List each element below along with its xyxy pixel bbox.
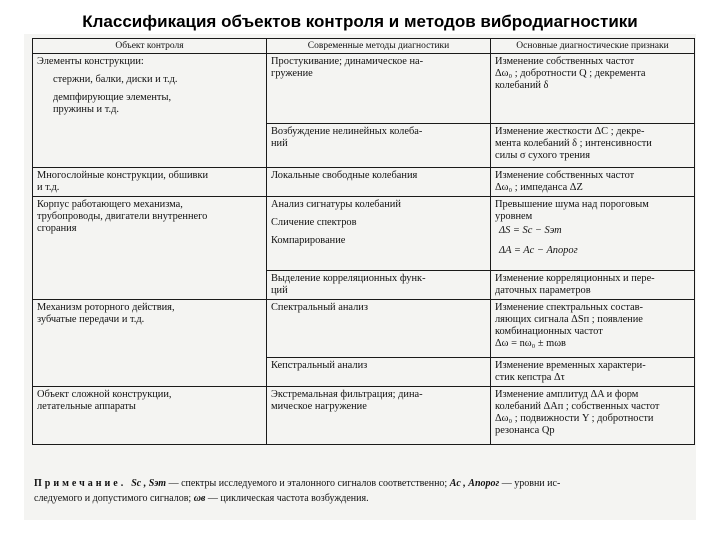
object-text: Элементы конструкции: [37,56,144,67]
object-text: Многослойные конструкции, обшивки [37,170,209,181]
features-text: Δω₀ ; импеданса ΔZ [495,182,583,193]
features-cell [491,197,695,271]
method-cell [267,168,491,197]
note-text-spectra: — спектры исследуемого и эталонного сигналов соответственно; [166,478,450,489]
features-text: Изменение собственных частот [495,56,635,67]
object-cell [33,168,267,197]
column-header-features: Основные диагностические признаки [491,39,695,54]
features-text: силы σ сухого трения [495,150,590,161]
features-text: Изменение временных характери- [495,360,646,371]
table-row [33,300,695,358]
table-row [33,168,695,197]
method-text: Простукивание; динамическое на- [271,56,424,67]
column-header-object: Объект контроля [33,39,267,54]
features-cell [491,300,695,358]
table-footnote [34,476,690,506]
object-text: Механизм роторного действия, [37,302,175,313]
note-text-line2: следуемого и допустимого сигналов; [34,493,194,504]
table-row [33,387,695,445]
object-text: демпфирующие элементы, [53,92,172,103]
object-cell [33,387,267,445]
features-cell [491,358,695,387]
object-text: стержни, балки, диски и т.д. [53,74,178,85]
table-header-row [33,39,695,54]
features-cell [491,271,695,300]
object-cell [33,197,267,300]
features-text: Изменение амплитуд ΔA и форм [495,389,639,400]
formula-text: ΔA = Aс − Aпорог [499,245,578,256]
features-text: колебаний ΔAп ; собственных частот [495,401,660,412]
features-text: комбинационных частот [495,326,603,337]
method-text: Анализ сигнатуры колебаний [271,199,401,210]
note-symbols-frequency: ωв [193,493,206,504]
method-cell [267,197,491,271]
object-text: и т.д. [37,182,60,193]
scanned-table-image [24,34,696,520]
features-text: колебаний δ [495,80,549,91]
table-row [33,54,695,124]
method-cell [267,387,491,445]
method-text: Локальные свободные колебания [271,170,418,181]
table-row [33,197,695,271]
object-text: пружины и т.д. [53,104,119,115]
formula-text: ΔS = Sс − Sэт [499,225,562,236]
method-text: ций [271,285,288,296]
features-text: Изменение жесткости ΔC ; декре- [495,126,645,137]
method-cell [267,124,491,168]
note-symbols-levels: Aс , Aпорог [449,478,500,489]
note-text-levels: — уровни ис- [499,478,561,489]
page-title: Классификация объектов контроля и методов вибродиагностики [82,12,638,31]
features-text: Изменение спектральных состав- [495,302,643,313]
features-cell [491,124,695,168]
features-cell [491,54,695,124]
features-text: резонанса Qр [495,425,555,436]
note-label: Примечание. [34,478,127,489]
note-symbols-spectra: Sс , Sэт [131,478,167,489]
features-text: мента колебаний δ ; интенсивности [495,138,652,149]
features-text: Изменение собственных частот [495,170,635,181]
note-text-frequency: — циклическая частота возбуждения. [205,493,369,504]
object-cell [33,54,267,168]
method-text: Кепстральный анализ [271,360,368,371]
method-cell [267,54,491,124]
features-text: Изменение корреляционных и пере- [495,273,655,284]
method-cell [267,358,491,387]
method-text: гружение [271,68,313,79]
method-text: Спектральный анализ [271,302,368,313]
object-text: трубопроводы, двигатели внутреннего [37,211,208,222]
method-text: Выделение корреляционных функ- [271,273,426,284]
features-text: даточных параметров [495,285,591,296]
features-text: уровнем [495,211,533,222]
features-text: стик кепстра Δτ [495,372,565,383]
method-text: Возбуждение нелинейных колеба- [271,126,423,137]
object-text: зубчатые передачи и т.д. [37,314,145,325]
features-cell [491,168,695,197]
features-text: Δω₀ ; подвижности Y ; добротности [495,413,654,424]
method-text: Сличение спектров [271,217,357,228]
object-text: Корпус работающего механизма, [37,199,183,210]
diagnostics-table [32,38,695,445]
features-text: Δω = nω₀ ± mωв [495,338,566,349]
object-cell [33,300,267,387]
method-text: Экстремальная фильтрация; дина- [271,389,423,400]
method-text: ний [271,138,288,149]
method-text: Компарирование [271,235,346,246]
object-text: Объект сложной конструкции, [37,389,172,400]
features-text: Δω₀ ; добротности Q ; декремента [495,68,646,79]
method-text: мическое нагружение [271,401,367,412]
features-text: ляющих сигнала ΔSп ; появление [495,314,643,325]
object-text: летательные аппараты [37,401,136,412]
object-text: сгорания [37,223,77,234]
features-cell [491,387,695,445]
method-cell [267,271,491,300]
method-cell [267,300,491,358]
features-text: Превышение шума над пороговым [495,199,649,210]
column-header-methods: Современные методы диагностики [267,39,491,54]
